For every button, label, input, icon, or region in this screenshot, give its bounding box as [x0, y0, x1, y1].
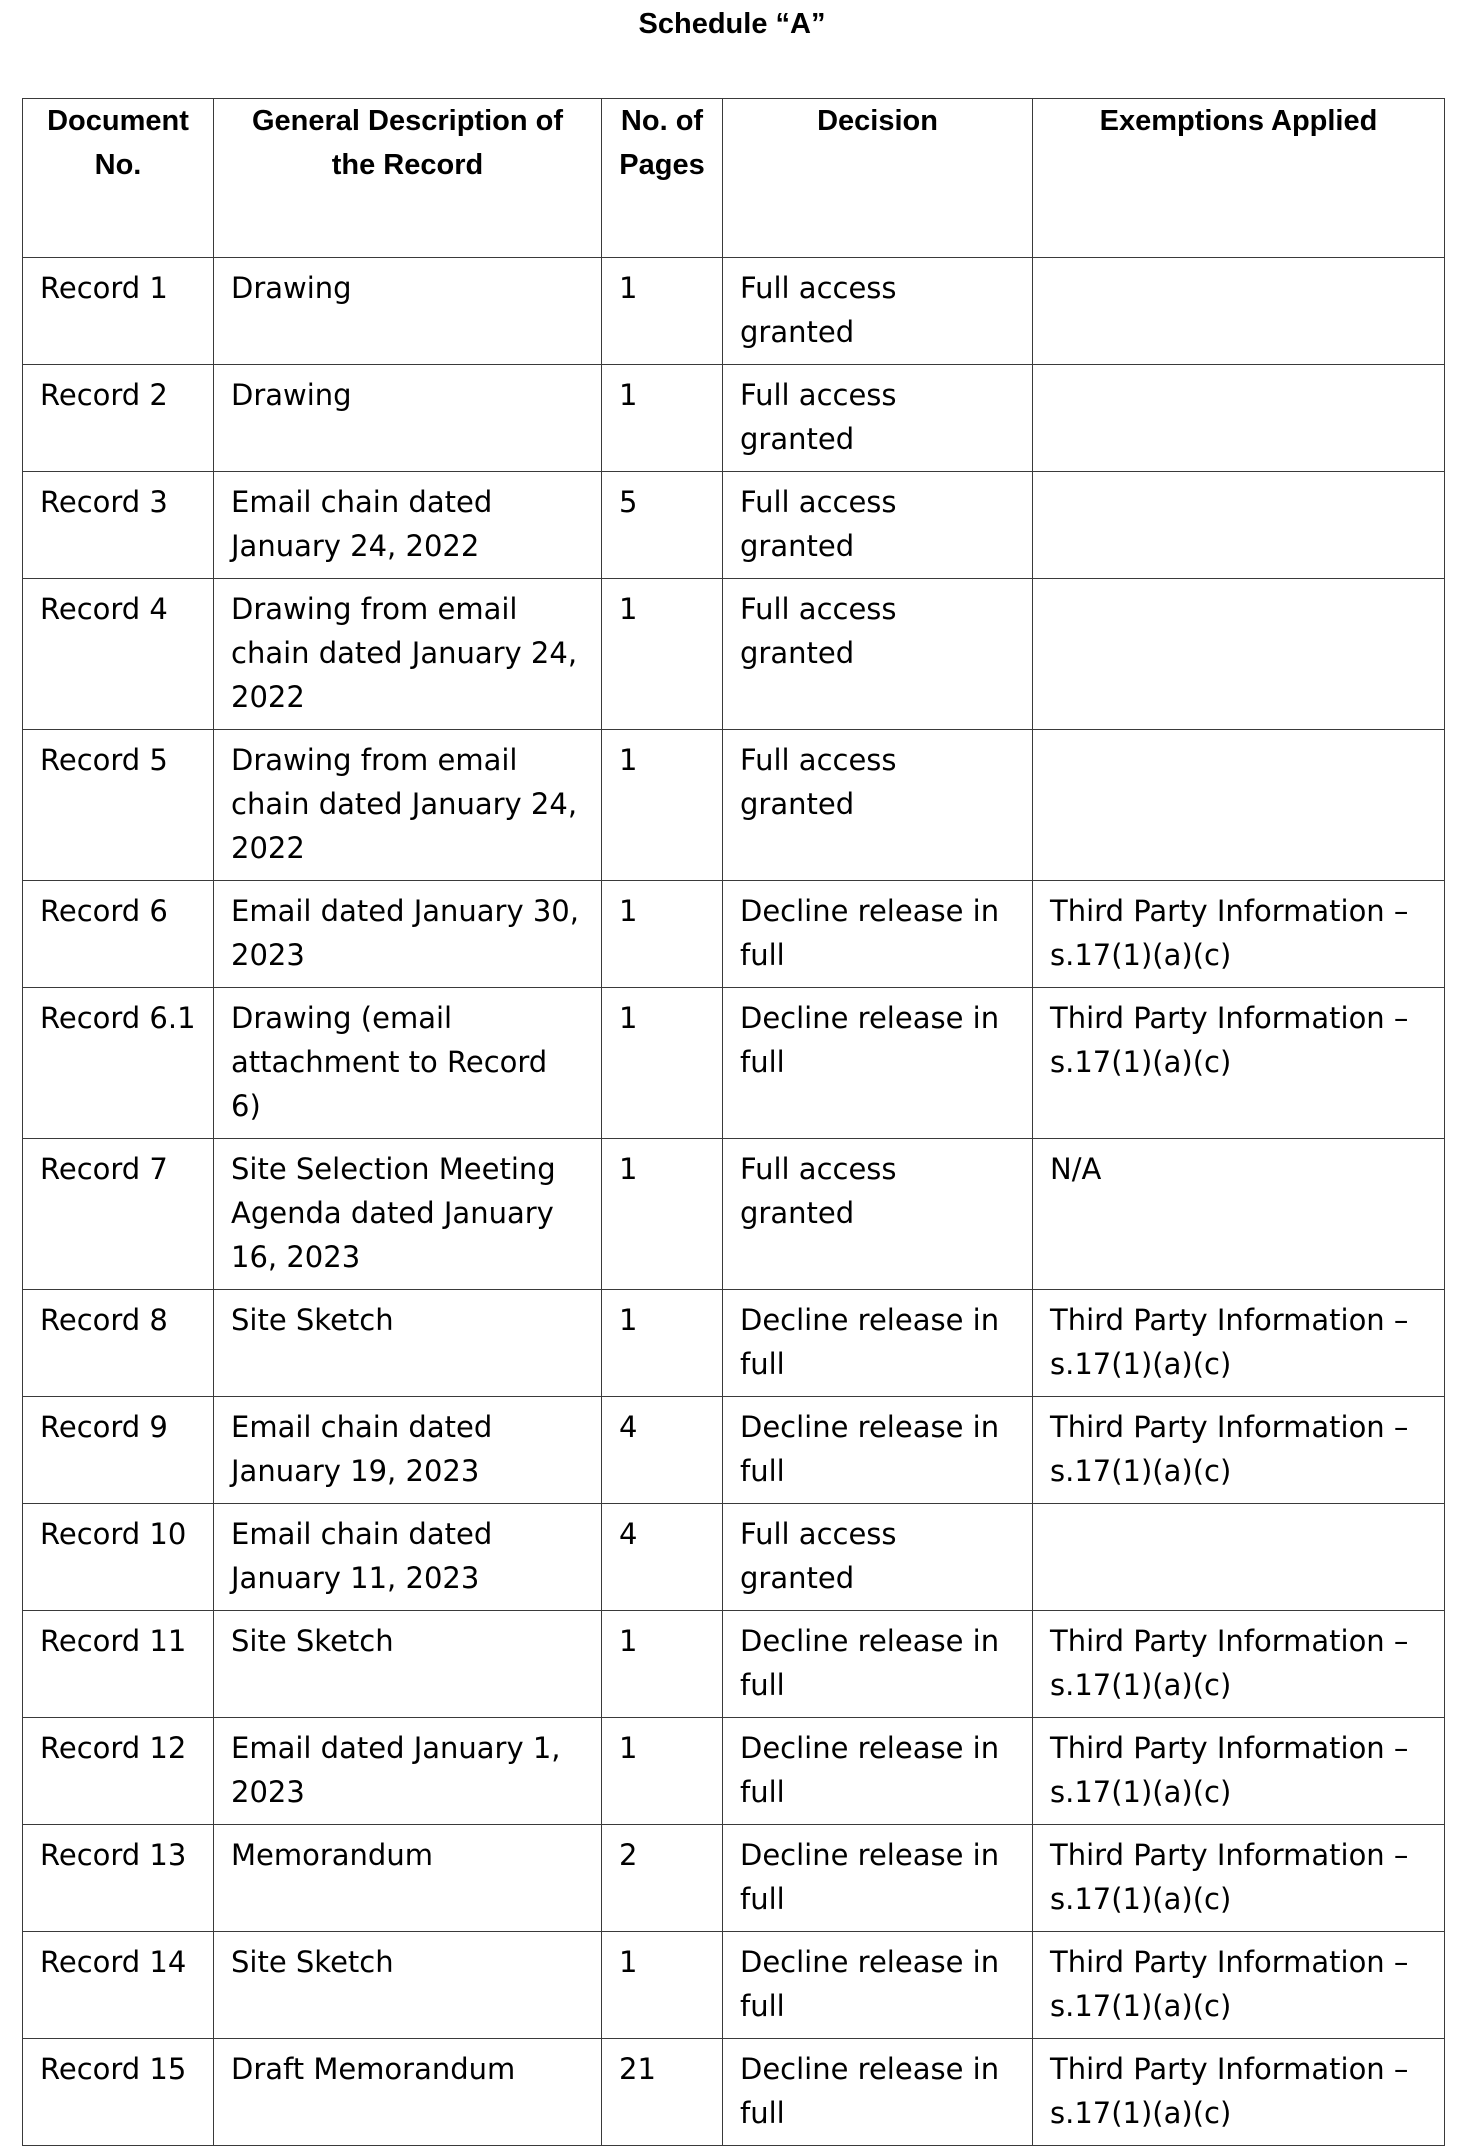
cell-decision: Decline release in full [723, 2039, 1033, 2146]
cell-document-no: Record 6.1 [23, 988, 214, 1139]
cell-decision: Decline release in full [723, 1825, 1033, 1932]
table-row [23, 730, 1445, 881]
table-row [23, 2039, 1445, 2146]
cell-exemptions: Third Party Information – s.17(1)(a)(c) [1033, 1825, 1445, 1932]
cell-exemptions: Third Party Information – s.17(1)(a)(c) [1033, 1932, 1445, 2039]
cell-exemptions [1033, 472, 1445, 579]
cell-decision: Decline release in full [723, 988, 1033, 1139]
cell-description: Drawing [214, 258, 602, 365]
cell-exemptions [1033, 730, 1445, 881]
cell-pages: 5 [602, 472, 723, 579]
cell-description: Email dated January 1, 2023 [214, 1718, 602, 1825]
cell-pages: 1 [602, 1932, 723, 2039]
cell-description: Draft Memorandum [214, 2039, 602, 2146]
cell-exemptions [1033, 258, 1445, 365]
cell-pages: 2 [602, 1825, 723, 1932]
cell-exemptions: Third Party Information – s.17(1)(a)(c) [1033, 2039, 1445, 2146]
cell-exemptions: Third Party Information – s.17(1)(a)(c) [1033, 1397, 1445, 1504]
cell-exemptions: Third Party Information – s.17(1)(a)(c) [1033, 881, 1445, 988]
cell-document-no: Record 7 [23, 1139, 214, 1290]
cell-description: Site Sketch [214, 1932, 602, 2039]
cell-pages: 21 [602, 2039, 723, 2146]
cell-decision: Full access granted [723, 365, 1033, 472]
cell-document-no: Record 9 [23, 1397, 214, 1504]
cell-exemptions: Third Party Information – s.17(1)(a)(c) [1033, 1611, 1445, 1718]
cell-decision: Decline release in full [723, 1718, 1033, 1825]
cell-document-no: Record 15 [23, 2039, 214, 2146]
cell-document-no: Record 12 [23, 1718, 214, 1825]
cell-description: Site Selection Meeting Agenda dated January 16, 2023 [214, 1139, 602, 1290]
table-row [23, 258, 1445, 365]
cell-description: Email chain dated January 11, 2023 [214, 1504, 602, 1611]
cell-pages: 1 [602, 730, 723, 881]
cell-description: Site Sketch [214, 1290, 602, 1397]
cell-decision: Decline release in full [723, 1932, 1033, 2039]
header-exemptions: Exemptions Applied [1033, 99, 1445, 258]
cell-pages: 1 [602, 365, 723, 472]
cell-document-no: Record 2 [23, 365, 214, 472]
table-row [23, 1139, 1445, 1290]
table-row [23, 1290, 1445, 1397]
cell-decision: Full access granted [723, 472, 1033, 579]
cell-document-no: Record 3 [23, 472, 214, 579]
cell-decision: Full access granted [723, 258, 1033, 365]
cell-document-no: Record 11 [23, 1611, 214, 1718]
table-row [23, 365, 1445, 472]
cell-exemptions [1033, 579, 1445, 730]
cell-document-no: Record 13 [23, 1825, 214, 1932]
schedule-table [22, 98, 1445, 2146]
cell-description: Email chain dated January 19, 2023 [214, 1397, 602, 1504]
cell-pages: 1 [602, 1611, 723, 1718]
table-row [23, 1504, 1445, 1611]
table-row [23, 881, 1445, 988]
cell-description: Site Sketch [214, 1611, 602, 1718]
cell-description: Drawing from email chain dated January 24, 2022 [214, 579, 602, 730]
cell-exemptions: N/A [1033, 1139, 1445, 1290]
cell-description: Email dated January 30, 2023 [214, 881, 602, 988]
cell-exemptions: Third Party Information – s.17(1)(a)(c) [1033, 1290, 1445, 1397]
cell-description: Drawing from email chain dated January 24, 2022 [214, 730, 602, 881]
cell-pages: 1 [602, 1290, 723, 1397]
cell-exemptions: Third Party Information – s.17(1)(a)(c) [1033, 988, 1445, 1139]
cell-decision: Full access granted [723, 579, 1033, 730]
cell-decision: Full access granted [723, 730, 1033, 881]
cell-document-no: Record 4 [23, 579, 214, 730]
cell-pages: 1 [602, 988, 723, 1139]
table-row [23, 579, 1445, 730]
cell-decision: Full access granted [723, 1139, 1033, 1290]
header-decision: Decision [723, 99, 1033, 258]
cell-decision: Full access granted [723, 1504, 1033, 1611]
cell-description: Email chain dated January 24, 2022 [214, 472, 602, 579]
table-row [23, 1611, 1445, 1718]
cell-pages: 4 [602, 1397, 723, 1504]
header-row [23, 99, 1445, 258]
cell-decision: Decline release in full [723, 881, 1033, 988]
cell-description: Memorandum [214, 1825, 602, 1932]
cell-exemptions: Third Party Information – s.17(1)(a)(c) [1033, 1718, 1445, 1825]
header-description: General Description of the Record [214, 99, 602, 258]
cell-document-no: Record 6 [23, 881, 214, 988]
cell-document-no: Record 8 [23, 1290, 214, 1397]
cell-pages: 1 [602, 881, 723, 988]
cell-exemptions [1033, 1504, 1445, 1611]
page-title: Schedule “A” [638, 8, 826, 40]
cell-document-no: Record 10 [23, 1504, 214, 1611]
table-row [23, 1397, 1445, 1504]
cell-pages: 1 [602, 1718, 723, 1825]
cell-description: Drawing [214, 365, 602, 472]
cell-document-no: Record 5 [23, 730, 214, 881]
table-row [23, 988, 1445, 1139]
cell-exemptions [1033, 365, 1445, 472]
cell-pages: 1 [602, 1139, 723, 1290]
cell-description: Drawing (email attachment to Record 6) [214, 988, 602, 1139]
cell-decision: Decline release in full [723, 1611, 1033, 1718]
cell-pages: 1 [602, 258, 723, 365]
header-pages: No. of Pages [602, 99, 723, 258]
cell-pages: 4 [602, 1504, 723, 1611]
cell-decision: Decline release in full [723, 1290, 1033, 1397]
cell-document-no: Record 14 [23, 1932, 214, 2039]
cell-decision: Decline release in full [723, 1397, 1033, 1504]
table-row [23, 1718, 1445, 1825]
cell-document-no: Record 1 [23, 258, 214, 365]
table-row [23, 1825, 1445, 1932]
header-document-no: Document No. [23, 99, 214, 258]
table-row [23, 472, 1445, 579]
cell-pages: 1 [602, 579, 723, 730]
table-row [23, 1932, 1445, 2039]
